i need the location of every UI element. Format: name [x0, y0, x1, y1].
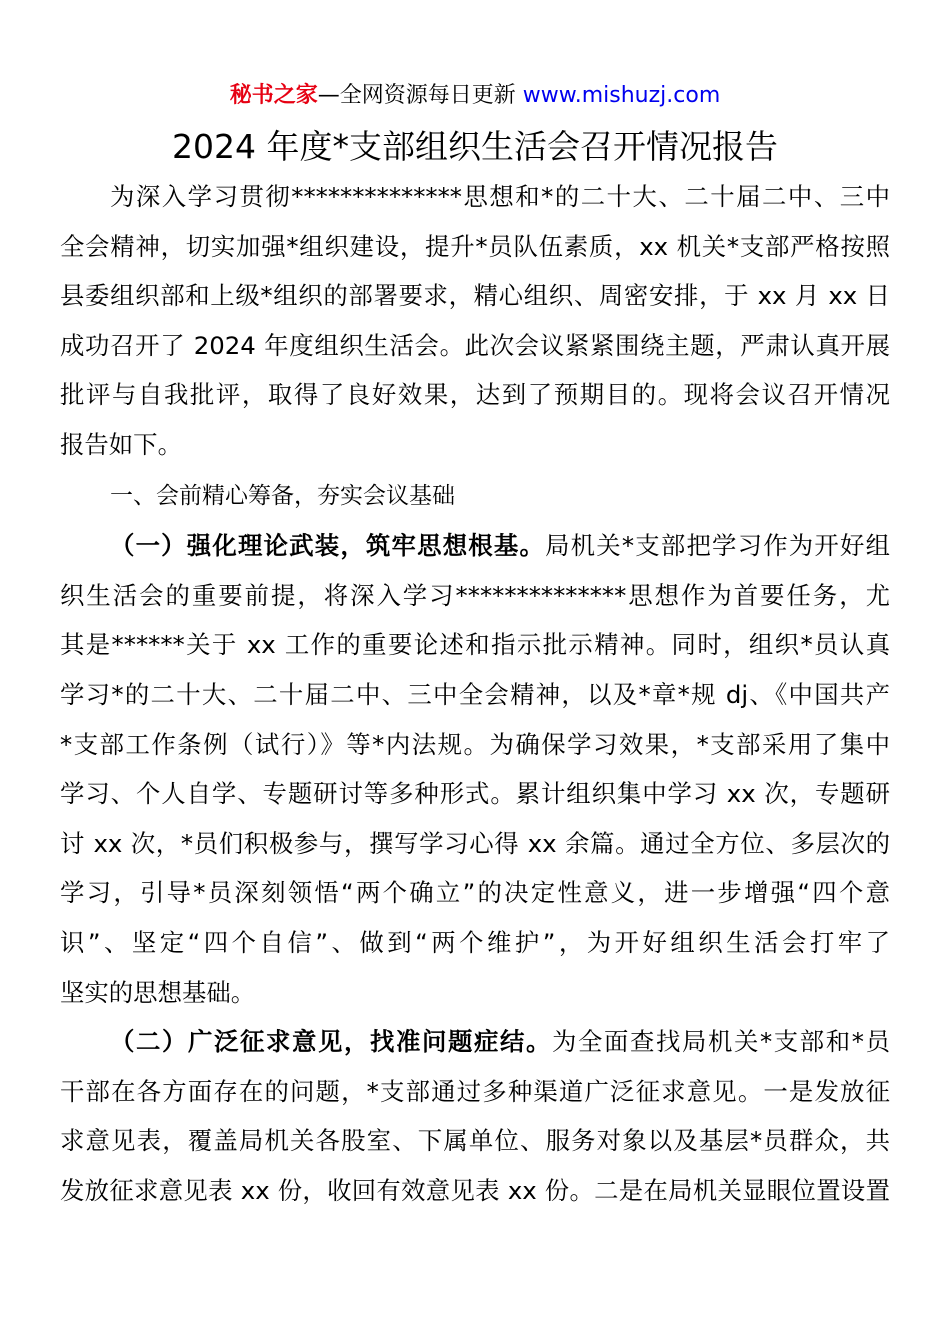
site-banner	[0, 80, 950, 112]
document-title: 2024 年度*支部组织生活会召开情况报告	[172, 127, 778, 166]
paragraph-line: 学习、个人自学、专题研讨等多种形式。累计组织集中学习 xx 次，专题研	[60, 779, 890, 809]
banner-url-link[interactable]: www.mishuzj.com	[522, 83, 721, 108]
paragraph-line: 织生活会的重要前提，将深入学习**************思想作为首要任务，尤	[60, 580, 890, 610]
paragraph-text: 为全面查找局机关*支部和*员	[551, 1027, 890, 1057]
section-heading: 一、会前精心筹备，夯实会议基础	[110, 482, 455, 509]
paragraph-line: 全会精神，切实加强*组织建设，提升*员队伍素质，xx 机关*支部严格按照	[60, 231, 890, 261]
paragraph-line: 发放征求意见表 xx 份，收回有效意见表 xx 份。二是在局机关显眼位置设置	[60, 1175, 890, 1205]
paragraph-line: 为深入学习贯彻**************思想和*的二十大、二十届二中、三中	[110, 182, 890, 211]
document-body	[60, 172, 890, 1215]
paragraph-line: 报告如下。	[60, 429, 182, 459]
paragraph-line: 批评与自我批评，取得了良好效果，达到了预期目的。现将会议召开情况	[60, 380, 890, 410]
paragraph-line	[60, 1017, 890, 1067]
subsection-heading: （二）广泛征求意见，找准问题症结。	[110, 1027, 552, 1057]
paragraph-line: 成功召开了 2024 年度组织生活会。此次会议紧紧围绕主题，严肃认真开展	[60, 330, 890, 360]
banner-brand: 秘书之家	[229, 83, 318, 108]
paragraph-line: 学习，引导*员深刻领悟“两个确立”的决定性意义，进一步增强“四个意	[60, 878, 890, 908]
paragraph-line: 学习*的二十大、二十届二中、三中全会精神，以及*章*规 dj、《中国共产	[60, 679, 890, 709]
paragraph-line: 干部在各方面存在的问题，*支部通过多种渠道广泛征求意见。一是发放征	[60, 1076, 890, 1106]
subsection-heading: （一）强化理论武装，筑牢思想根基。	[110, 531, 546, 561]
paragraph-line: 其是******关于 xx 工作的重要论述和指示批示精神。同时，组织*员认真	[60, 630, 890, 660]
paragraph-text: 局机关*支部把学习作为开好组	[545, 531, 890, 561]
paragraph-line: 求意见表，覆盖局机关各股室、下属单位、服务对象以及基层*员群众，共	[60, 1126, 890, 1156]
paragraph-line: *支部工作条例（试行）》等*内法规。为确保学习效果，*支部采用了集中	[60, 729, 890, 759]
paragraph-line: 讨 xx 次，*员们积极参与，撰写学习心得 xx 余篇。通过全方位、多层次的	[60, 828, 890, 858]
paragraph-line: 坚实的思想基础。	[60, 977, 256, 1007]
paragraph-line: 识”、坚定“四个自信”、做到“两个维护”，为开好组织生活会打牢了	[60, 927, 890, 957]
paragraph-line	[60, 521, 890, 571]
paragraph-line: 县委组织部和上级*组织的部署要求，精心组织、周密安排，于 xx 月 xx 日	[60, 281, 890, 311]
banner-tagline: —全网资源每日更新	[317, 83, 523, 108]
